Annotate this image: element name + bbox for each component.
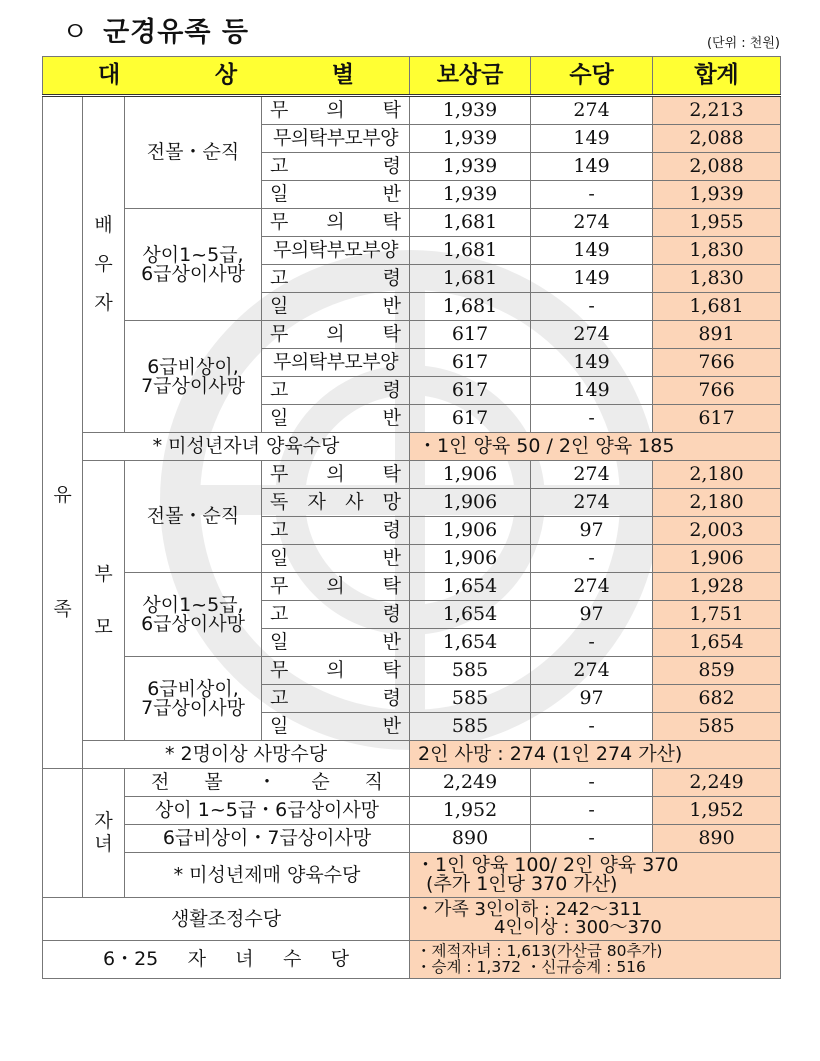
sub-category-char: 사 — [345, 491, 364, 513]
allowance-cell: 274 — [531, 461, 653, 489]
total-cell: 2,213 — [653, 96, 781, 125]
parent-note-row — [43, 741, 781, 769]
total-cell: 2,180 — [653, 489, 781, 517]
child625-value — [410, 941, 781, 979]
total-cell: 859 — [653, 657, 781, 685]
table-row — [43, 825, 781, 853]
sub-category — [262, 96, 410, 125]
total-cell: 1,939 — [653, 181, 781, 209]
compensation-cell: 1,939 — [410, 96, 531, 125]
children-bereaved-cell — [43, 769, 83, 898]
sub-category-char: 일 — [270, 295, 289, 317]
compensation-cell: 2,249 — [410, 769, 531, 797]
allowance-cell: - — [531, 545, 653, 573]
bereaved-char: 유 — [53, 484, 72, 506]
sub-category-char: 독 — [270, 491, 289, 513]
group-label-line: 6급비상이, — [147, 677, 239, 700]
sub-category-char: 령 — [382, 267, 402, 289]
group-label-line: 전몰・순직 — [146, 505, 240, 527]
children-row-label: 6급비상이・7급상이사망 — [125, 825, 410, 853]
spouse-char: 우 — [94, 253, 113, 275]
sub-category-char: 망 — [382, 491, 401, 513]
child625-label-char: 자 — [187, 948, 206, 970]
compensation-cell: 1,939 — [410, 153, 531, 181]
header-allowance: 수당 — [531, 57, 653, 96]
compensation-cell: 1,681 — [410, 237, 531, 265]
compensation-cell: 1,654 — [410, 601, 531, 629]
compensation-cell: 617 — [410, 321, 531, 349]
sub-category — [262, 545, 410, 573]
sub-category-char: 일 — [270, 407, 289, 429]
sub-category-char: 반 — [382, 295, 402, 317]
header-target — [43, 57, 410, 96]
sub-category-char: 령 — [382, 687, 402, 709]
sub-category-char: 일 — [270, 715, 289, 737]
compensation-cell: 1,681 — [410, 265, 531, 293]
sub-category-char: 고 — [270, 267, 289, 289]
group-label-line: 전몰・순직 — [146, 141, 240, 163]
children-note-value — [410, 853, 781, 898]
allowance-cell: 274 — [531, 573, 653, 601]
sub-category-char: 무 — [270, 463, 289, 485]
group-label — [125, 657, 262, 741]
group-label — [125, 461, 262, 573]
allowance-cell: 149 — [531, 377, 653, 405]
header-total: 합계 — [653, 57, 781, 96]
unit-label: (단위 : 천원) — [706, 36, 780, 51]
sub-category-char: 고 — [270, 603, 289, 625]
children-char: 자 — [94, 810, 113, 832]
children-label — [83, 769, 125, 898]
sub-category — [262, 265, 410, 293]
allowance-cell: 274 — [531, 489, 653, 517]
sub-category-char: 탁 — [382, 99, 402, 121]
child625-line: ・제적자녀 : 1,613(가산금 80추가) — [416, 942, 663, 960]
compensation-cell: 1,952 — [410, 797, 531, 825]
sub-category — [262, 209, 410, 237]
sub-category-char: 반 — [382, 183, 402, 205]
children-char: 녀 — [94, 833, 113, 855]
allowance-cell: 149 — [531, 265, 653, 293]
living-line: ・가족 3인이하 : 242～311 — [416, 899, 643, 920]
title-bullet: ㅇ — [62, 17, 90, 48]
total-cell: 2,249 — [653, 769, 781, 797]
total-cell: 617 — [653, 405, 781, 433]
sub-category-char: 반 — [382, 715, 402, 737]
sub-category — [262, 685, 410, 713]
header-target-3: 별 — [331, 62, 355, 88]
compensation-cell: 1,906 — [410, 461, 531, 489]
group-label-line: 상이1~5급, — [142, 243, 244, 266]
total-cell: 1,830 — [653, 265, 781, 293]
compensation-cell: 1,654 — [410, 573, 531, 601]
sub-category-char: 무 — [270, 211, 289, 233]
group-label — [125, 573, 262, 657]
spouse-note-row — [43, 433, 781, 461]
header-target-2: 상 — [214, 62, 238, 88]
sub-category-char: 령 — [382, 379, 402, 401]
table-row — [43, 797, 781, 825]
group-label-line: 7급상이사망 — [141, 374, 245, 397]
parents-char: 부 — [94, 562, 113, 585]
sub-category — [262, 405, 410, 433]
sub-category — [262, 489, 410, 517]
sub-category-char: 탁 — [382, 323, 402, 345]
sub-category-char: 의 — [326, 211, 345, 233]
sub-category-char: 탁 — [382, 575, 402, 597]
child625-label-char: 녀 — [235, 948, 254, 970]
total-cell: 682 — [653, 685, 781, 713]
living-row — [43, 898, 781, 941]
allowance-cell: - — [531, 629, 653, 657]
children-label-char: 순 — [311, 771, 330, 793]
group-label-line: 6급상이사망 — [141, 612, 245, 635]
table-row — [43, 209, 781, 237]
total-cell: 1,906 — [653, 545, 781, 573]
table-row — [43, 769, 781, 797]
sub-category-char: 의 — [326, 463, 345, 485]
table-row — [43, 461, 781, 489]
allowance-cell: 149 — [531, 153, 653, 181]
sub-category-char: 의 — [326, 99, 345, 121]
sub-category-char: 일 — [270, 183, 289, 205]
allowance-cell: - — [531, 825, 653, 853]
total-cell: 585 — [653, 713, 781, 741]
children-note-label: * 미성년제매 양육수당 — [125, 853, 410, 898]
sub-category-char: 일 — [270, 547, 289, 569]
group-label — [125, 209, 262, 321]
total-cell: 2,003 — [653, 517, 781, 545]
children-label-char: ・ — [257, 771, 277, 793]
sub-category-char: 령 — [382, 603, 402, 625]
sub-category-char: 무 — [270, 575, 289, 597]
total-cell: 1,751 — [653, 601, 781, 629]
compensation-cell: 1,906 — [410, 489, 531, 517]
total-cell: 2,180 — [653, 461, 781, 489]
children-row-label — [125, 769, 410, 797]
compensation-cell: 890 — [410, 825, 531, 853]
sub-category — [262, 573, 410, 601]
sub-category — [262, 321, 410, 349]
allowance-cell: 274 — [531, 657, 653, 685]
sub-category-char: 의 — [326, 659, 345, 681]
living-line: 4인이상 : 300～370 — [494, 917, 662, 938]
allowance-cell: - — [531, 293, 653, 321]
sub-category-char: 무 — [270, 659, 289, 681]
sub-category — [262, 517, 410, 545]
sub-category: 무의탁부모부양 — [262, 237, 410, 265]
child625-line: ・승계 : 1,372 ・신규승계 : 516 — [416, 957, 646, 976]
group-label — [125, 321, 262, 433]
sub-category: 무의탁부모부양 — [262, 349, 410, 377]
children-label-char: 전 — [151, 771, 170, 793]
compensation-cell: 585 — [410, 657, 531, 685]
total-cell: 766 — [653, 377, 781, 405]
sub-category-char: 의 — [326, 323, 345, 345]
total-cell: 1,955 — [653, 209, 781, 237]
children-row-label: 상이 1~5급・6급상이사망 — [125, 797, 410, 825]
children-label-char: 몰 — [204, 771, 223, 793]
page-title — [62, 10, 249, 49]
allowance-cell: 149 — [531, 349, 653, 377]
sub-category-char: 고 — [270, 687, 289, 709]
compensation-cell: 1,681 — [410, 293, 531, 321]
sub-category-char: 반 — [382, 407, 402, 429]
compensation-cell: 585 — [410, 685, 531, 713]
sub-category — [262, 601, 410, 629]
sub-category: 무의탁부모부양 — [262, 125, 410, 153]
allowance-cell: - — [531, 405, 653, 433]
sub-category — [262, 377, 410, 405]
sub-category-char: 의 — [326, 575, 345, 597]
child625-row — [43, 941, 781, 979]
compensation-table — [42, 56, 781, 979]
spouse-note-label: * 미성년자녀 양육수당 — [83, 433, 410, 461]
allowance-cell: 274 — [531, 321, 653, 349]
bereaved-label — [43, 96, 83, 769]
allowance-cell: 274 — [531, 96, 653, 125]
sub-category — [262, 293, 410, 321]
compensation-cell: 585 — [410, 713, 531, 741]
allowance-cell: - — [531, 181, 653, 209]
children-note-row — [43, 853, 781, 898]
parent-note-label: * 2명이상 사망수당 — [83, 741, 410, 769]
header-row — [43, 57, 781, 96]
child625-label-char: 수 — [282, 948, 302, 970]
sub-category-char: 무 — [270, 99, 289, 121]
total-cell: 2,088 — [653, 153, 781, 181]
children-note-line: (추가 1인당 370 가산) — [426, 873, 618, 895]
allowance-cell: - — [531, 797, 653, 825]
total-cell: 1,928 — [653, 573, 781, 601]
sub-category — [262, 629, 410, 657]
sub-category-char: 탁 — [382, 659, 402, 681]
compensation-cell: 1,906 — [410, 517, 531, 545]
spouse-note-value: ・1인 양육 50 / 2인 양육 185 — [410, 433, 781, 461]
bereaved-char: 족 — [53, 598, 72, 620]
total-cell: 1,681 — [653, 293, 781, 321]
total-cell: 766 — [653, 349, 781, 377]
sub-category-char: 탁 — [382, 211, 402, 233]
sub-category-char: 고 — [270, 379, 289, 401]
sub-category-char: 탁 — [382, 463, 402, 485]
allowance-cell: - — [531, 769, 653, 797]
allowance-cell: 149 — [531, 125, 653, 153]
sub-category — [262, 461, 410, 489]
compensation-cell: 1,939 — [410, 181, 531, 209]
total-cell: 1,654 — [653, 629, 781, 657]
table-row — [43, 321, 781, 349]
allowance-cell: 97 — [531, 685, 653, 713]
total-cell: 890 — [653, 825, 781, 853]
parents-label — [83, 461, 125, 741]
sub-category-char: 자 — [307, 491, 326, 513]
children-note-line: ・1인 양육 100/ 2인 양육 370 — [416, 854, 679, 876]
group-label-line: 7급상이사망 — [141, 696, 245, 719]
sub-category-char: 령 — [382, 155, 402, 177]
allowance-cell: 149 — [531, 237, 653, 265]
children-label-char: 직 — [364, 771, 384, 793]
sub-category — [262, 153, 410, 181]
compensation-cell: 1,939 — [410, 125, 531, 153]
child625-label-char: 당 — [330, 948, 350, 970]
parents-char: 모 — [94, 615, 113, 638]
compensation-cell: 617 — [410, 405, 531, 433]
group-label-line: 6급비상이, — [147, 355, 239, 378]
sub-category — [262, 713, 410, 741]
allowance-cell: 274 — [531, 209, 653, 237]
allowance-cell: - — [531, 713, 653, 741]
compensation-cell: 1,654 — [410, 629, 531, 657]
spouse-label — [83, 96, 125, 433]
sub-category-char: 령 — [382, 519, 402, 541]
total-cell: 891 — [653, 321, 781, 349]
sub-category-char: 반 — [382, 631, 402, 653]
group-label — [125, 96, 262, 209]
spouse-char: 자 — [94, 292, 113, 314]
sub-category-char: 고 — [270, 519, 289, 541]
sub-category-char: 일 — [270, 631, 289, 653]
parent-note-value: 2인 사망 : 274 (1인 274 가산) — [410, 741, 781, 769]
sub-category — [262, 657, 410, 685]
total-cell: 2,088 — [653, 125, 781, 153]
title-text: 군경유족 등 — [103, 17, 249, 48]
sub-category-char: 무 — [270, 323, 289, 345]
compensation-cell: 1,681 — [410, 209, 531, 237]
table-row — [43, 657, 781, 685]
child625-label — [43, 941, 410, 979]
compensation-cell: 617 — [410, 377, 531, 405]
compensation-cell: 617 — [410, 349, 531, 377]
group-label-line: 상이1~5급, — [142, 593, 244, 616]
child625-label-char: 6・25 — [103, 948, 159, 970]
living-value — [410, 898, 781, 941]
sub-category — [262, 181, 410, 209]
header-compensation: 보상금 — [410, 57, 531, 96]
header-target-1: 대 — [98, 62, 121, 88]
sub-category-char: 반 — [382, 547, 402, 569]
table-row — [43, 573, 781, 601]
living-label: 생활조정수당 — [43, 898, 410, 941]
compensation-cell: 1,906 — [410, 545, 531, 573]
allowance-cell: 97 — [531, 517, 653, 545]
table-row — [43, 96, 781, 125]
total-cell: 1,952 — [653, 797, 781, 825]
total-cell: 1,830 — [653, 237, 781, 265]
allowance-cell: 97 — [531, 601, 653, 629]
group-label-line: 6급상이사망 — [141, 262, 245, 285]
sub-category-char: 고 — [270, 155, 289, 177]
spouse-char: 배 — [94, 214, 113, 236]
